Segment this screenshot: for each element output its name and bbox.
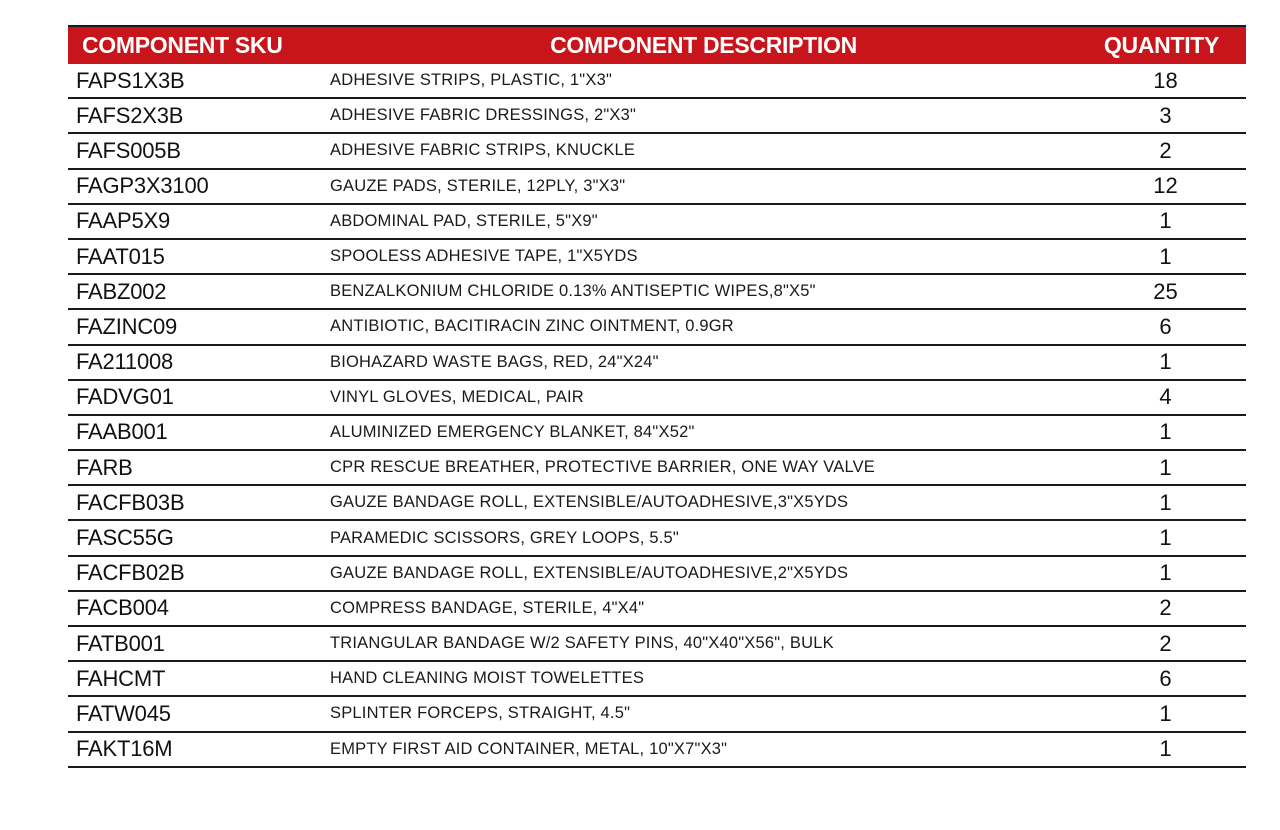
header-description: COMPONENT DESCRIPTION [550, 32, 857, 58]
cell-description: CPR RESCUE BREATHER, PROTECTIVE BARRIER, ONE WAY VALVE [330, 458, 876, 477]
cell-quantity: 25 [1153, 278, 1178, 304]
header-quantity: QUANTITY [1103, 32, 1220, 58]
table-row [68, 240, 1246, 275]
cell-quantity: 1 [1159, 243, 1172, 269]
cell-quantity: 2 [1159, 595, 1172, 621]
cell-sku: FAKT16M [76, 736, 173, 762]
cell-description: GAUZE BANDAGE ROLL, EXTENSIBLE/AUTOADHESIVE,3"X5YDS [330, 493, 849, 512]
cell-description: SPOOLESS ADHESIVE TAPE, 1"X5YDS [330, 247, 638, 266]
cell-description: SPLINTER FORCEPS, STRAIGHT, 4.5" [330, 704, 631, 723]
cell-sku: FACB004 [76, 595, 169, 621]
table-row [68, 592, 1246, 627]
cell-description: COMPRESS BANDAGE, STERILE, 4"X4" [330, 598, 645, 617]
cell-description: EMPTY FIRST AID CONTAINER, METAL, 10"X7"X3" [330, 739, 728, 758]
table-row [68, 310, 1246, 345]
table-row [68, 521, 1246, 556]
table-header [68, 25, 1246, 64]
cell-quantity: 2 [1159, 137, 1172, 163]
cell-description: TRIANGULAR BANDAGE W/2 SAFETY PINS, 40"X40"X56", BULK [330, 634, 834, 653]
table-row [68, 170, 1246, 205]
table-row [68, 381, 1246, 416]
cell-sku: FAZINC09 [76, 313, 178, 339]
table-row [68, 662, 1246, 697]
cell-description: ADHESIVE STRIPS, PLASTIC, 1"X3" [330, 71, 613, 90]
table-row [68, 275, 1246, 310]
cell-description: ADHESIVE FABRIC DRESSINGS, 2"X3" [330, 106, 637, 125]
cell-sku: FAHCMT [76, 665, 166, 691]
cell-sku: FA211008 [76, 349, 174, 375]
cell-sku: FASC55G [76, 525, 174, 551]
cell-description: ALUMINIZED EMERGENCY BLANKET, 84"X52" [330, 422, 695, 441]
cell-description: ADHESIVE FABRIC STRIPS, KNUCKLE [330, 141, 636, 160]
cell-description: GAUZE PADS, STERILE, 12PLY, 3"X3" [330, 176, 626, 195]
cell-quantity: 1 [1159, 349, 1172, 375]
cell-quantity: 12 [1153, 173, 1178, 199]
cell-quantity: 1 [1159, 489, 1172, 515]
header-sku: COMPONENT SKU [82, 32, 283, 58]
cell-quantity: 6 [1159, 665, 1172, 691]
cell-quantity: 1 [1159, 525, 1172, 551]
cell-quantity: 6 [1159, 313, 1172, 339]
cell-sku: FAAB001 [76, 419, 168, 445]
table-row [68, 416, 1246, 451]
table-row [68, 205, 1246, 240]
table-row [68, 64, 1246, 99]
table-row [68, 486, 1246, 521]
cell-quantity: 1 [1159, 736, 1172, 762]
cell-sku: FADVG01 [76, 384, 174, 410]
cell-description: GAUZE BANDAGE ROLL, EXTENSIBLE/AUTOADHESIVE,2"X5YDS [330, 563, 849, 582]
cell-sku: FAAT015 [76, 243, 165, 269]
cell-description: ANTIBIOTIC, BACITIRACIN ZINC OINTMENT, 0.9GR [330, 317, 734, 336]
table-row [68, 451, 1246, 486]
cell-quantity: 18 [1153, 67, 1178, 93]
table-row [68, 627, 1246, 662]
cell-quantity: 1 [1159, 419, 1172, 445]
cell-sku: FATW045 [76, 700, 171, 726]
cell-sku: FAGP3X3100 [76, 173, 209, 199]
cell-sku: FAFS005B [76, 137, 181, 163]
table-body [68, 64, 1246, 768]
cell-description: BIOHAZARD WASTE BAGS, RED, 24"X24" [330, 352, 659, 371]
table-row [68, 134, 1246, 169]
cell-sku: FAFS2X3B [76, 102, 184, 128]
cell-description: VINYL GLOVES, MEDICAL, PAIR [330, 387, 584, 406]
cell-sku: FATB001 [76, 630, 165, 656]
table-row [68, 346, 1246, 381]
cell-quantity: 1 [1159, 208, 1172, 234]
cell-sku: FARB [76, 454, 133, 480]
cell-sku: FAPS1X3B [76, 67, 185, 93]
cell-quantity: 1 [1159, 454, 1172, 480]
cell-sku: FACFB02B [76, 560, 185, 586]
component-table [68, 25, 1246, 768]
table-row [68, 733, 1246, 768]
cell-sku: FACFB03B [76, 489, 185, 515]
cell-description: PARAMEDIC SCISSORS, GREY LOOPS, 5.5" [330, 528, 679, 547]
table-row [68, 557, 1246, 592]
cell-quantity: 1 [1159, 560, 1172, 586]
cell-description: HAND CLEANING MOIST TOWELETTES [330, 669, 645, 688]
table-row [68, 99, 1246, 134]
cell-quantity: 3 [1159, 102, 1172, 128]
cell-sku: FABZ002 [76, 278, 167, 304]
cell-description: BENZALKONIUM CHLORIDE 0.13% ANTISEPTIC WIPES,8"X5" [330, 282, 816, 301]
table-row [68, 697, 1246, 732]
cell-quantity: 1 [1159, 700, 1172, 726]
cell-description: ABDOMINAL PAD, STERILE, 5"X9" [330, 211, 598, 230]
cell-quantity: 4 [1159, 384, 1172, 410]
cell-quantity: 2 [1159, 630, 1172, 656]
cell-sku: FAAP5X9 [76, 208, 170, 234]
